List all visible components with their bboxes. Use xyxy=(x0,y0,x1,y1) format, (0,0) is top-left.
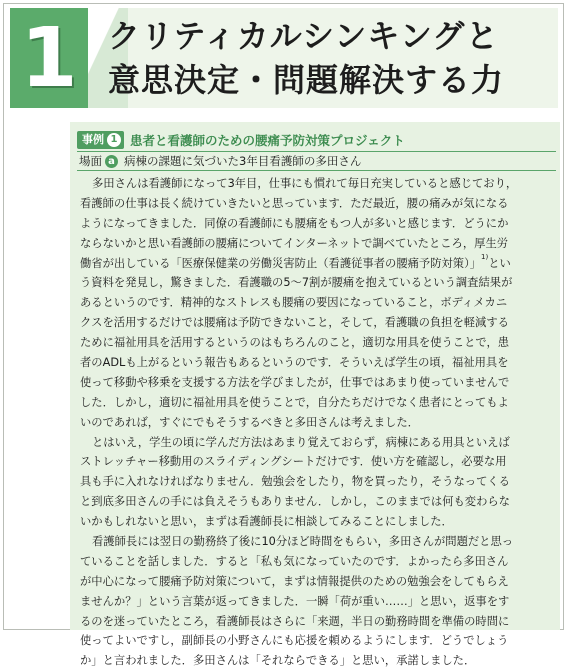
body-line xyxy=(80,234,556,254)
scene-title: 病棟の課題に気づいた3年目看護師の多田さん xyxy=(124,154,362,168)
chapter-title xyxy=(108,14,556,102)
body-line-text: 働省が出している「医療保健業の労働災害防止（看護従事者の腰痛予防対策）」 xyxy=(80,256,482,270)
body-line-text: と到底多田さんの手には負えそうもありません．しかし，このままでは何も変わらな xyxy=(80,495,510,509)
chapter-number: 1 xyxy=(20,10,78,106)
body-line xyxy=(80,631,556,651)
body-line xyxy=(80,592,556,612)
body-line xyxy=(80,532,556,552)
body-line xyxy=(80,651,556,671)
chapter-title-line-2: 意思決定・問題解決する力 xyxy=(108,61,505,99)
body-line-text: 使ってよいですし，副師長の小野さんにも応援を頼めるようにします．どうでしょう xyxy=(80,634,509,648)
chapter-title-line-1: クリティカルシンキングと xyxy=(108,17,499,55)
body-line xyxy=(80,174,556,194)
body-line xyxy=(80,353,556,373)
body-line xyxy=(80,194,556,214)
case-body-text xyxy=(80,174,556,671)
case-number: 1 xyxy=(107,133,121,147)
body-line xyxy=(80,572,556,592)
body-line-text: 多田さんは看護師になって3年目，仕事にも慣れて毎日充実していると感じており， xyxy=(92,177,518,190)
body-line-text: るのを迷っていたところ，看護師長はさらに「来週，半日の勤務時間を準備の時間に xyxy=(80,614,510,628)
body-line xyxy=(80,552,556,572)
body-line xyxy=(80,293,556,313)
scene-header xyxy=(77,151,556,171)
body-line-text: いかもしれないと思い，まずは看護師長に相談してみることにしました． xyxy=(80,515,453,529)
body-line xyxy=(80,333,556,353)
body-line-text: う資料を発見し，驚きました．看護職の5〜7割が腰痛を抱えているという調査結果が xyxy=(80,276,513,290)
body-line xyxy=(80,373,556,393)
case-badge xyxy=(77,131,124,149)
body-line xyxy=(80,413,556,433)
body-line xyxy=(80,214,556,234)
body-line-text: した．しかし，適切に福祉用具を使うことで，自分たちだけでなく患者にとってもよ xyxy=(80,395,509,409)
body-line-text: か」と言われました．多田さんは「それならできる」と思い，承諾しました． xyxy=(80,654,476,668)
body-line-text: 者のADLも上がるという報告もあるというのです．そういえば学生の頃，福祉用具を xyxy=(80,356,509,370)
body-line-text: 具も手に入れなければなりません．勉強会をしたり，物を買ったり，そうなってくる xyxy=(80,475,510,489)
case-label: 事例 xyxy=(82,133,104,146)
body-line-text: クスを活用するだけでは腰痛は予防できないこと，そして，看護職の負担を軽減する xyxy=(80,316,509,330)
body-line xyxy=(80,273,556,293)
reference-superscript: 1) xyxy=(481,253,489,261)
body-line-text: ストレッチャー移動用のスライディングシートだけです．使い方を確認し，必要な用 xyxy=(80,455,507,469)
body-line-text: 看護師の仕事は長く続けていきたいと思っています．ただ最近，腰の痛みが気になる xyxy=(80,196,509,210)
body-line xyxy=(80,254,556,274)
body-line-text: ために福祉用具を活用するというのはもちろんのこと，適切な用具を使うことで，患 xyxy=(80,336,510,350)
body-line-text: いのであれば，すぐにでもそうするべきと多田さんは考えました． xyxy=(80,415,419,429)
scene-badge: a xyxy=(105,155,118,168)
body-line-text: ませんか？」という言葉が返ってきました．一瞬「荷が重い……」と思い，返事をす xyxy=(80,594,510,608)
body-line xyxy=(80,452,556,472)
case-header xyxy=(77,131,557,149)
body-line xyxy=(80,612,556,632)
body-line-text: ようになってきました．同僚の看護師にも腰痛をもつ人が多いと感じます．どうにか xyxy=(80,216,509,230)
body-line xyxy=(80,472,556,492)
body-line xyxy=(80,492,556,512)
body-line-text: 使って移動や移乗を支援する方法を学びましたが，仕事ではあまり使っていませんで xyxy=(80,375,510,389)
body-line-text: 看護師長には翌日の勤務終了後に10分ほど時間をもらい，多田さんが問題だと思っ xyxy=(92,535,514,549)
body-line xyxy=(80,393,556,413)
body-line-tail: とい xyxy=(488,256,511,270)
case-title: 患者と看護師のための腰痛予防対策プロジェクト xyxy=(130,133,405,148)
scene-label: 場面 xyxy=(79,154,102,168)
body-line-text: が中心になって腰痛予防対策について，まずは情報提供のための勉強会をしてもらえ xyxy=(80,574,509,588)
body-line-text: ならないかと思い看護師の腰痛についてインターネットで調べていたところ，厚生労 xyxy=(80,236,509,250)
body-line xyxy=(80,313,556,333)
body-line-text: あるというのです．精神的なストレスも腰痛の要因になっていること，ボディメカニ xyxy=(80,296,508,310)
body-line-text: ていることを話しました．すると「私も気になっていたのです．よかったら多田さん xyxy=(80,554,509,568)
body-line xyxy=(80,512,556,532)
body-line-text: とはいえ，学生の頃に学んだ方法はあまり覚えておらず，病棟にある用具といえば xyxy=(92,435,510,449)
body-line xyxy=(80,433,556,453)
